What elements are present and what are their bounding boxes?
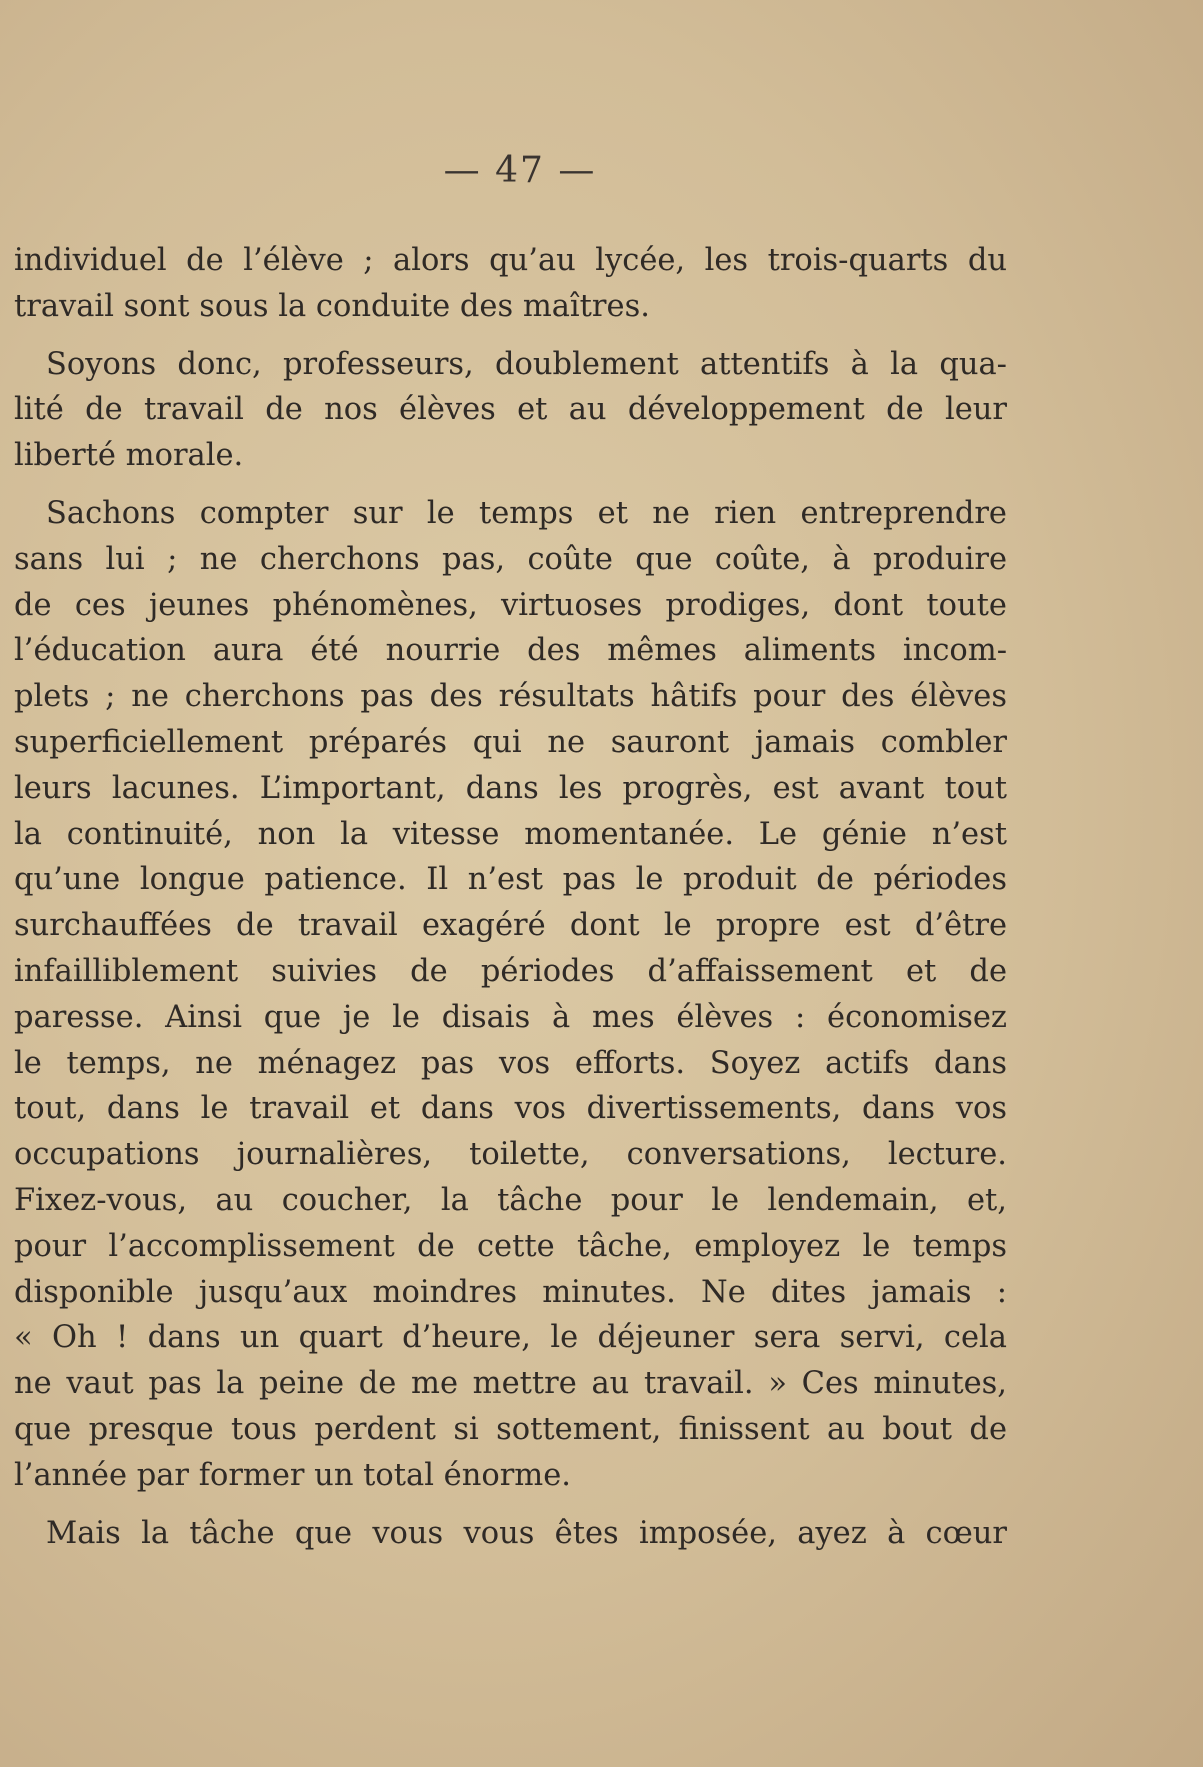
text-line: travail sont sous la conduite des maîtres. [14,288,650,324]
text-line: ne vaut pas la peine de me mettre au travail. » Ces minutes, [14,1366,1007,1402]
text-line: disponible jusqu’aux moindres minutes. Ne dites jamais : [14,1274,1007,1310]
text-line: individuel de l’élève ; alors qu’au lycée, les trois-quarts du [14,243,1007,278]
text-line: l’année par former un total énorme. [14,1457,571,1493]
text-line: lité de travail de nos élèves et au développement de leur [14,392,1007,428]
text-line: « Oh ! dans un quart d’heure, le déjeuner sera servi, cela [14,1320,1007,1356]
text-line: tout, dans le travail et dans vos divertissements, dans vos [14,1091,1007,1127]
page-number: — 47 — [443,150,597,191]
text-line: Mais la tâche que vous vous êtes imposée, ayez à cœur [46,1515,1007,1551]
text-line: le temps, ne ménagez pas vos efforts. Soyez actifs dans [14,1045,1007,1081]
text-line: infailliblement suivies de périodes d’affaissement et de [14,953,1007,989]
body-text [14,238,1007,1556]
text-line: Soyons donc, professeurs, doublement attentifs à la qua- [46,346,1007,382]
text-line: Sachons compter sur le temps et ne rien entreprendre [46,495,1007,531]
text-line: l’éducation aura été nourrie des mêmes aliments incom- [14,633,1007,669]
text-line: sans lui ; ne cherchons pas, coûte que coûte, à produire [14,541,1007,577]
text-line: que presque tous perdent si sottement, finissent au bout de [14,1411,1007,1447]
text-line: superficiellement préparés qui ne sauront jamais combler [14,724,1007,760]
text-line: leurs lacunes. L’important, dans les progrès, est avant tout [14,770,1007,806]
text-line: liberté morale. [14,438,244,474]
text-line: la continuité, non la vitesse momentanée. Le génie n’est [14,816,1007,852]
text-line: paresse. Ainsi que je le disais à mes élèves : économisez [14,999,1007,1035]
text-line: qu’une longue patience. Il n’est pas le produit de périodes [14,862,1007,898]
text-line: occupations journalières, toilette, conversations, lecture. [14,1137,1007,1173]
text-line: de ces jeunes phénomènes, virtuoses prodiges, dont toute [14,587,1007,623]
text-line: surchauffées de travail exagéré dont le propre est d’être [14,908,1007,944]
text-line: Fixez-vous, au coucher, la tâche pour le lendemain, et, [14,1182,1007,1218]
text-line: plets ; ne cherchons pas des résultats hâtifs pour des élèves [14,679,1007,715]
text-line: pour l’accomplissement de cette tâche, employez le temps [14,1228,1007,1264]
